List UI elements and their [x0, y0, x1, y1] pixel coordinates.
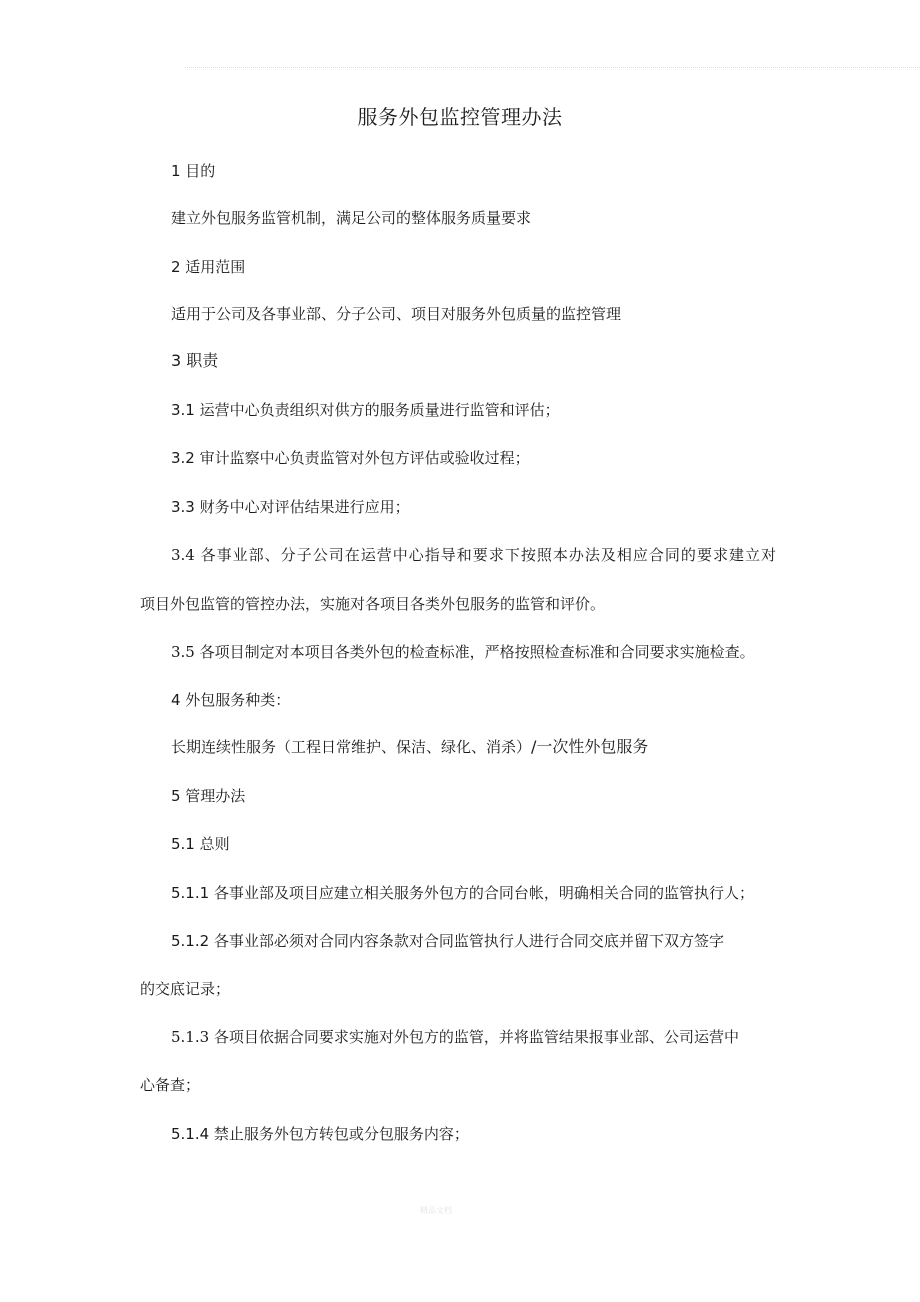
section-5-1-3-line1: 5.1.3 各项目依据合同要求实施对外包方的监管，并将监管结果报事业部、公司运营中	[171, 1028, 739, 1046]
section-5-1-3-line2: 心备查；	[140, 1076, 201, 1094]
section-5-heading: 5 管理办法	[171, 787, 246, 805]
section-5-1-heading: 5.1 总则	[171, 835, 230, 853]
section-3-4-line2: 项目外包监管的管控办法，实施对各项目各类外包服务的监管和评价。	[140, 595, 606, 613]
section-3-3: 3.3 财务中心对评估结果进行应用；	[171, 498, 410, 516]
section-3-2: 3.2 审计监察中心负责监管对外包方评估或验收过程；	[171, 449, 530, 467]
section-1-heading: 1 目的	[171, 162, 216, 180]
section-2-body: 适用于公司及各事业部、分子公司、项目对服务外包质量的监控管理	[171, 305, 622, 323]
section-4-body	[171, 736, 648, 758]
section-5-1-4: 5.1.4 禁止服务外包方转包或分包服务内容；	[171, 1125, 469, 1143]
section-4-body-part1: 长期连续性服务（工程日常维护、保洁、绿化、消杀）	[171, 738, 532, 756]
page-title: 服务外包监控管理办法	[357, 105, 563, 129]
section-4-heading: 4 外包服务种类：	[171, 691, 291, 709]
footer-watermark: 精品文档	[420, 1206, 452, 1215]
section-5-1-1: 5.1.1 各事业部及项目应建立相关服务外包方的合同台帐，明确相关合同的监管执行人；	[171, 884, 754, 902]
header-rule	[185, 67, 920, 68]
section-2-heading: 2 适用范围	[171, 258, 246, 276]
section-5-1-2-line2: 的交底记录；	[140, 980, 231, 998]
section-1-body: 建立外包服务监管机制，满足公司的整体服务质量要求	[171, 209, 532, 227]
section-4-body-part2: /一次性外包服务	[531, 737, 649, 756]
section-5-1-2-line1: 5.1.2 各事业部必须对合同内容条款对合同监管执行人进行合同交底并留下双方签字	[171, 932, 724, 950]
section-3-heading: 3 职责	[171, 351, 219, 370]
section-3-1: 3.1 运营中心负责组织对供方的服务质量进行监管和评估；	[171, 401, 560, 419]
section-3-4-line1: 3.4 各事业部、分子公司在运营中心指导和要求下按照本办法及相应合同的要求建立对	[171, 546, 776, 564]
section-3-5: 3.5 各项目制定对本项目各类外包的检查标准，严格按照检查标准和合同要求实施检查。	[171, 643, 755, 661]
